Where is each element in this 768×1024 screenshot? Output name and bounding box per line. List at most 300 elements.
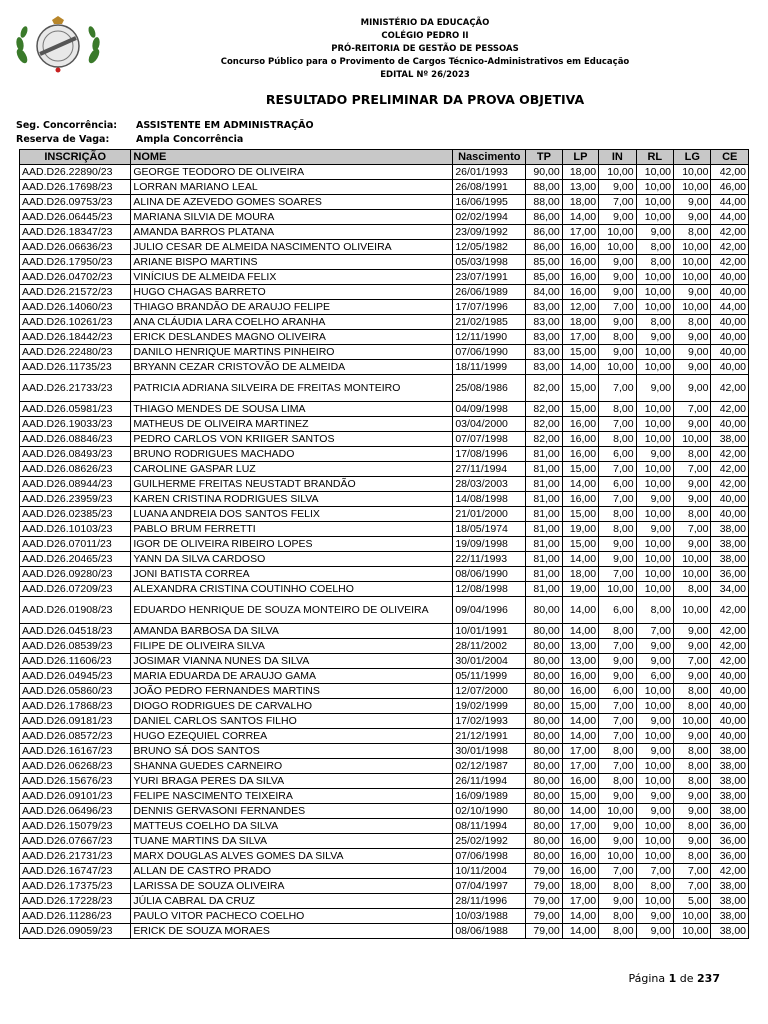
cell-lg: 5,00 (674, 894, 711, 909)
cell-inscricao: AAD.D26.10103/23 (20, 522, 131, 537)
cell-nome: DIOGO RODRIGUES DE CARVALHO (131, 699, 453, 714)
table-row (20, 699, 749, 714)
table-row (20, 270, 749, 285)
cell-tp: 80,00 (526, 654, 562, 669)
cell-lp: 15,00 (562, 402, 598, 417)
cell-nascimento: 12/08/1998 (453, 582, 526, 597)
table-row (20, 255, 749, 270)
cell-ce: 42,00 (711, 240, 749, 255)
cell-nome: PEDRO CARLOS VON KRIIGER SANTOS (131, 432, 453, 447)
table-row (20, 180, 749, 195)
cell-in: 7,00 (599, 714, 636, 729)
cell-tp: 80,00 (526, 624, 562, 639)
cell-ce: 42,00 (711, 375, 749, 402)
cell-nascimento: 30/01/1998 (453, 744, 526, 759)
cell-ce: 40,00 (711, 669, 749, 684)
table-row (20, 477, 749, 492)
cell-lg: 10,00 (674, 924, 711, 939)
table-row (20, 864, 749, 879)
cell-tp: 81,00 (526, 552, 562, 567)
cell-inscricao: AAD.D26.09753/23 (20, 195, 131, 210)
cell-inscricao: AAD.D26.21731/23 (20, 849, 131, 864)
cell-lp: 14,00 (562, 552, 598, 567)
cell-in: 10,00 (599, 849, 636, 864)
cell-lg: 9,00 (674, 669, 711, 684)
cell-nascimento: 25/08/1986 (453, 375, 526, 402)
cell-inscricao: AAD.D26.08539/23 (20, 639, 131, 654)
cell-inscricao: AAD.D26.08846/23 (20, 432, 131, 447)
cell-tp: 80,00 (526, 849, 562, 864)
cell-lg: 7,00 (674, 462, 711, 477)
cell-lp: 16,00 (562, 255, 598, 270)
cell-in: 8,00 (599, 507, 636, 522)
cell-lg: 9,00 (674, 285, 711, 300)
seg-label: Seg. Concorrência: (16, 120, 118, 131)
cell-in: 9,00 (599, 894, 636, 909)
cell-ce: 44,00 (711, 195, 749, 210)
cell-rl: 10,00 (636, 582, 673, 597)
cell-nome: HUGO EZEQUIEL CORREA (131, 729, 453, 744)
cell-lp: 16,00 (562, 417, 598, 432)
cell-rl: 10,00 (636, 699, 673, 714)
cell-nascimento: 23/09/1992 (453, 225, 526, 240)
cell-in: 7,00 (599, 729, 636, 744)
cell-tp: 80,00 (526, 834, 562, 849)
cell-lg: 8,00 (674, 447, 711, 462)
header-line-contest: Concurso Público para o Provimento de Cargos Técnico-Administrativos em Educação (220, 57, 630, 67)
cell-nascimento: 28/03/2003 (453, 477, 526, 492)
col-header-inscricao: INSCRIÇÃO (20, 150, 131, 165)
cell-in: 9,00 (599, 819, 636, 834)
table-row (20, 789, 749, 804)
cell-tp: 80,00 (526, 774, 562, 789)
table-row (20, 924, 749, 939)
cell-inscricao: AAD.D26.21733/23 (20, 375, 131, 402)
cell-rl: 10,00 (636, 849, 673, 864)
table-row (20, 804, 749, 819)
cell-nascimento: 12/07/2000 (453, 684, 526, 699)
cell-in: 10,00 (599, 804, 636, 819)
cell-inscricao: AAD.D26.10261/23 (20, 315, 131, 330)
cell-tp: 86,00 (526, 240, 562, 255)
cell-in: 7,00 (599, 699, 636, 714)
table-row (20, 360, 749, 375)
table-row (20, 507, 749, 522)
cell-in: 6,00 (599, 597, 636, 624)
cell-lg: 10,00 (674, 270, 711, 285)
cell-inscricao: AAD.D26.08626/23 (20, 462, 131, 477)
cell-nome: IGOR DE OLIVEIRA RIBEIRO LOPES (131, 537, 453, 552)
cell-lg: 9,00 (674, 492, 711, 507)
cell-lp: 14,00 (562, 210, 598, 225)
cell-tp: 80,00 (526, 639, 562, 654)
cell-ce: 42,00 (711, 165, 749, 180)
cell-rl: 10,00 (636, 285, 673, 300)
cell-lp: 13,00 (562, 180, 598, 195)
cell-in: 9,00 (599, 210, 636, 225)
cell-rl: 10,00 (636, 774, 673, 789)
cell-inscricao: AAD.D26.08493/23 (20, 447, 131, 462)
cell-nome: THIAGO BRANDÃO DE ARAUJO FELIPE (131, 300, 453, 315)
cell-tp: 83,00 (526, 300, 562, 315)
cell-nome: AMANDA BARBOSA DA SILVA (131, 624, 453, 639)
cell-rl: 10,00 (636, 360, 673, 375)
cell-lp: 18,00 (562, 879, 598, 894)
cell-tp: 81,00 (526, 567, 562, 582)
cell-ce: 38,00 (711, 537, 749, 552)
cell-nome: VINÍCIUS DE ALMEIDA FELIX (131, 270, 453, 285)
cell-lg: 7,00 (674, 522, 711, 537)
cell-in: 8,00 (599, 744, 636, 759)
table-row (20, 774, 749, 789)
table-row (20, 417, 749, 432)
cell-inscricao: AAD.D26.17950/23 (20, 255, 131, 270)
cell-in: 9,00 (599, 789, 636, 804)
cell-lp: 15,00 (562, 537, 598, 552)
cell-lp: 14,00 (562, 909, 598, 924)
cell-rl: 10,00 (636, 210, 673, 225)
cell-ce: 42,00 (711, 639, 749, 654)
cell-tp: 80,00 (526, 684, 562, 699)
table-row (20, 330, 749, 345)
cell-ce: 38,00 (711, 894, 749, 909)
cell-nome: JÚLIA CABRAL DA CRUZ (131, 894, 453, 909)
cell-in: 7,00 (599, 864, 636, 879)
cell-nascimento: 02/12/1987 (453, 759, 526, 774)
cell-inscricao: AAD.D26.11735/23 (20, 360, 131, 375)
cell-ce: 38,00 (711, 759, 749, 774)
cell-lp: 16,00 (562, 447, 598, 462)
cell-inscricao: AAD.D26.11286/23 (20, 909, 131, 924)
col-header-rl: RL (636, 150, 673, 165)
cell-lp: 14,00 (562, 714, 598, 729)
cell-nascimento: 17/07/1996 (453, 300, 526, 315)
col-header-ce: CE (711, 150, 749, 165)
cell-tp: 81,00 (526, 522, 562, 537)
meta-seg-row (16, 119, 314, 133)
cell-rl: 9,00 (636, 744, 673, 759)
reserva-label: Reserva de Vaga: (16, 134, 110, 145)
cell-lp: 13,00 (562, 654, 598, 669)
cell-lp: 14,00 (562, 624, 598, 639)
cell-ce: 46,00 (711, 180, 749, 195)
cell-nascimento: 02/02/1994 (453, 210, 526, 225)
table-row (20, 195, 749, 210)
cell-rl: 9,00 (636, 375, 673, 402)
cell-in: 9,00 (599, 552, 636, 567)
cell-inscricao: AAD.D26.19033/23 (20, 417, 131, 432)
cell-lg: 7,00 (674, 864, 711, 879)
cell-in: 8,00 (599, 330, 636, 345)
cell-nome: ALLAN DE CASTRO PRADO (131, 864, 453, 879)
cell-in: 9,00 (599, 834, 636, 849)
page-title: RESULTADO PRELIMINAR DA PROVA OBJETIVA (265, 92, 585, 107)
cell-nome: KAREN CRISTINA RODRIGUES SILVA (131, 492, 453, 507)
cell-rl: 10,00 (636, 537, 673, 552)
cell-nascimento: 18/11/1999 (453, 360, 526, 375)
cell-tp: 80,00 (526, 789, 562, 804)
cell-lp: 16,00 (562, 285, 598, 300)
col-header-nome: NOME (131, 150, 453, 165)
cell-tp: 81,00 (526, 477, 562, 492)
cell-rl: 10,00 (636, 729, 673, 744)
cell-ce: 42,00 (711, 255, 749, 270)
cell-lg: 10,00 (674, 180, 711, 195)
cell-nome: ALINA DE AZEVEDO GOMES SOARES (131, 195, 453, 210)
cell-tp: 86,00 (526, 210, 562, 225)
cell-inscricao: AAD.D26.18347/23 (20, 225, 131, 240)
cell-lg: 9,00 (674, 345, 711, 360)
cell-inscricao: AAD.D26.07667/23 (20, 834, 131, 849)
cell-in: 7,00 (599, 195, 636, 210)
cell-tp: 81,00 (526, 537, 562, 552)
cell-tp: 82,00 (526, 375, 562, 402)
cell-tp: 80,00 (526, 669, 562, 684)
table-row (20, 432, 749, 447)
cell-ce: 42,00 (711, 462, 749, 477)
cell-lg: 8,00 (674, 744, 711, 759)
cell-ce: 36,00 (711, 834, 749, 849)
cell-tp: 82,00 (526, 417, 562, 432)
cell-rl: 10,00 (636, 417, 673, 432)
cell-inscricao: AAD.D26.06496/23 (20, 804, 131, 819)
cell-ce: 38,00 (711, 432, 749, 447)
cell-inscricao: AAD.D26.11606/23 (20, 654, 131, 669)
cell-nascimento: 14/08/1998 (453, 492, 526, 507)
cell-rl: 10,00 (636, 180, 673, 195)
cell-tp: 80,00 (526, 714, 562, 729)
cell-in: 9,00 (599, 345, 636, 360)
cell-lp: 13,00 (562, 639, 598, 654)
cell-nascimento: 03/04/2000 (453, 417, 526, 432)
cell-rl: 10,00 (636, 552, 673, 567)
cell-rl: 7,00 (636, 864, 673, 879)
cell-lg: 7,00 (674, 879, 711, 894)
cell-rl: 10,00 (636, 759, 673, 774)
cell-lg: 8,00 (674, 507, 711, 522)
cell-rl: 9,00 (636, 804, 673, 819)
cell-inscricao: AAD.D26.17868/23 (20, 699, 131, 714)
cell-lp: 16,00 (562, 684, 598, 699)
cell-tp: 80,00 (526, 699, 562, 714)
cell-nome: MATHEUS DE OLIVEIRA MARTINEZ (131, 417, 453, 432)
cell-inscricao: AAD.D26.05981/23 (20, 402, 131, 417)
col-header-lp: LP (562, 150, 598, 165)
cell-rl: 10,00 (636, 300, 673, 315)
cell-ce: 38,00 (711, 744, 749, 759)
cell-nome: GUILHERME FREITAS NEUSTADT BRANDÃO (131, 477, 453, 492)
cell-lp: 17,00 (562, 759, 598, 774)
cell-lp: 14,00 (562, 804, 598, 819)
cell-in: 7,00 (599, 300, 636, 315)
cell-rl: 10,00 (636, 894, 673, 909)
cell-lg: 10,00 (674, 240, 711, 255)
cell-lp: 14,00 (562, 477, 598, 492)
cell-nascimento: 21/01/2000 (453, 507, 526, 522)
cell-ce: 40,00 (711, 270, 749, 285)
cell-nome: MATTEUS COELHO DA SILVA (131, 819, 453, 834)
cell-rl: 10,00 (636, 567, 673, 582)
colegio-pedro-ii-seal (12, 14, 104, 74)
page-footer (628, 972, 720, 985)
cell-in: 10,00 (599, 582, 636, 597)
cell-in: 7,00 (599, 375, 636, 402)
cell-lp: 18,00 (562, 195, 598, 210)
cell-tp: 80,00 (526, 819, 562, 834)
cell-lp: 15,00 (562, 699, 598, 714)
cell-lp: 15,00 (562, 345, 598, 360)
cell-nome: BRUNO RODRIGUES MACHADO (131, 447, 453, 462)
table-row (20, 225, 749, 240)
table-row (20, 315, 749, 330)
cell-nome: FILIPE DE OLIVEIRA SILVA (131, 639, 453, 654)
cell-in: 8,00 (599, 522, 636, 537)
cell-lg: 9,00 (674, 789, 711, 804)
cell-nascimento: 12/05/1982 (453, 240, 526, 255)
cell-in: 9,00 (599, 270, 636, 285)
cell-lg: 8,00 (674, 582, 711, 597)
cell-ce: 38,00 (711, 789, 749, 804)
cell-tp: 83,00 (526, 345, 562, 360)
col-header-nascimento: Nascimento (453, 150, 526, 165)
table-body (20, 165, 749, 939)
cell-inscricao: AAD.D26.04518/23 (20, 624, 131, 639)
cell-nome: ALEXANDRA CRISTINA COUTINHO COELHO (131, 582, 453, 597)
cell-rl: 8,00 (636, 597, 673, 624)
cell-lg: 8,00 (674, 225, 711, 240)
table-row (20, 909, 749, 924)
cell-nome: JULIO CESAR DE ALMEIDA NASCIMENTO OLIVEIRA (131, 240, 453, 255)
cell-ce: 40,00 (711, 315, 749, 330)
cell-lg: 8,00 (674, 819, 711, 834)
cell-ce: 38,00 (711, 909, 749, 924)
cell-ce: 36,00 (711, 819, 749, 834)
footer-total-pages: 237 (697, 972, 720, 985)
cell-in: 10,00 (599, 225, 636, 240)
cell-lg: 8,00 (674, 774, 711, 789)
footer-page-number: 1 (668, 972, 677, 985)
cell-ce: 38,00 (711, 879, 749, 894)
cell-in: 8,00 (599, 909, 636, 924)
cell-lg: 9,00 (674, 417, 711, 432)
cell-inscricao: AAD.D26.22890/23 (20, 165, 131, 180)
cell-ce: 36,00 (711, 567, 749, 582)
cell-ce: 40,00 (711, 714, 749, 729)
cell-inscricao: AAD.D26.04702/23 (20, 270, 131, 285)
cell-in: 9,00 (599, 315, 636, 330)
table-row (20, 375, 749, 402)
cell-lp: 16,00 (562, 432, 598, 447)
cell-nascimento: 17/08/1996 (453, 447, 526, 462)
cell-ce: 40,00 (711, 699, 749, 714)
cell-inscricao: AAD.D26.07011/23 (20, 537, 131, 552)
cell-ce: 42,00 (711, 864, 749, 879)
cell-ce: 44,00 (711, 210, 749, 225)
cell-ce: 42,00 (711, 225, 749, 240)
cell-tp: 81,00 (526, 507, 562, 522)
table-row (20, 552, 749, 567)
cell-lg: 10,00 (674, 567, 711, 582)
cell-ce: 40,00 (711, 684, 749, 699)
cell-ce: 40,00 (711, 285, 749, 300)
table-row (20, 492, 749, 507)
cell-inscricao: AAD.D26.14060/23 (20, 300, 131, 315)
cell-ce: 38,00 (711, 804, 749, 819)
cell-lp: 17,00 (562, 894, 598, 909)
cell-tp: 83,00 (526, 315, 562, 330)
meta-info (16, 119, 314, 147)
cell-rl: 10,00 (636, 165, 673, 180)
cell-inscricao: AAD.D26.06268/23 (20, 759, 131, 774)
cell-lg: 7,00 (674, 654, 711, 669)
cell-inscricao: AAD.D26.16167/23 (20, 744, 131, 759)
cell-nome: EDUARDO HENRIQUE DE SOUZA MONTEIRO DE OLIVEIRA (131, 597, 453, 624)
col-header-tp: TP (526, 150, 562, 165)
table-row (20, 165, 749, 180)
cell-lg: 9,00 (674, 804, 711, 819)
table-row (20, 522, 749, 537)
cell-nascimento: 17/02/1993 (453, 714, 526, 729)
cell-rl: 9,00 (636, 225, 673, 240)
cell-in: 10,00 (599, 165, 636, 180)
table-row (20, 447, 749, 462)
cell-in: 8,00 (599, 774, 636, 789)
institution-header (180, 17, 670, 82)
cell-ce: 38,00 (711, 552, 749, 567)
cell-nascimento: 08/11/1994 (453, 819, 526, 834)
cell-lp: 17,00 (562, 330, 598, 345)
cell-lg: 10,00 (674, 552, 711, 567)
table-row (20, 537, 749, 552)
cell-nascimento: 07/07/1998 (453, 432, 526, 447)
cell-lp: 14,00 (562, 924, 598, 939)
cell-ce: 38,00 (711, 522, 749, 537)
header-line-ministry: MINISTÉRIO DA EDUCAÇÃO (360, 18, 490, 28)
cell-in: 7,00 (599, 567, 636, 582)
cell-lp: 12,00 (562, 300, 598, 315)
table-row (20, 654, 749, 669)
table-row (20, 849, 749, 864)
cell-in: 9,00 (599, 180, 636, 195)
cell-rl: 10,00 (636, 462, 673, 477)
cell-lg: 8,00 (674, 684, 711, 699)
cell-lg: 10,00 (674, 714, 711, 729)
cell-lp: 15,00 (562, 375, 598, 402)
cell-in: 7,00 (599, 639, 636, 654)
cell-rl: 10,00 (636, 507, 673, 522)
seg-value: ASSISTENTE EM ADMINISTRAÇÃO (136, 120, 314, 131)
cell-in: 10,00 (599, 240, 636, 255)
table-row (20, 669, 749, 684)
cell-rl: 10,00 (636, 402, 673, 417)
cell-inscricao: AAD.D26.22480/23 (20, 345, 131, 360)
cell-lg: 9,00 (674, 537, 711, 552)
cell-tp: 90,00 (526, 165, 562, 180)
cell-inscricao: AAD.D26.17228/23 (20, 894, 131, 909)
cell-ce: 42,00 (711, 402, 749, 417)
cell-nome: DENNIS GERVASONI FERNANDES (131, 804, 453, 819)
cell-nome: MARIA EDUARDA DE ARAUJO GAMA (131, 669, 453, 684)
cell-rl: 10,00 (636, 195, 673, 210)
cell-in: 7,00 (599, 462, 636, 477)
cell-inscricao: AAD.D26.01908/23 (20, 597, 131, 624)
cell-nome: GEORGE TEODORO DE OLIVEIRA (131, 165, 453, 180)
cell-in: 9,00 (599, 669, 636, 684)
cell-rl: 9,00 (636, 492, 673, 507)
cell-nascimento: 10/01/1991 (453, 624, 526, 639)
cell-nome: BRUNO SÁ DOS SANTOS (131, 744, 453, 759)
cell-nascimento: 21/12/1991 (453, 729, 526, 744)
